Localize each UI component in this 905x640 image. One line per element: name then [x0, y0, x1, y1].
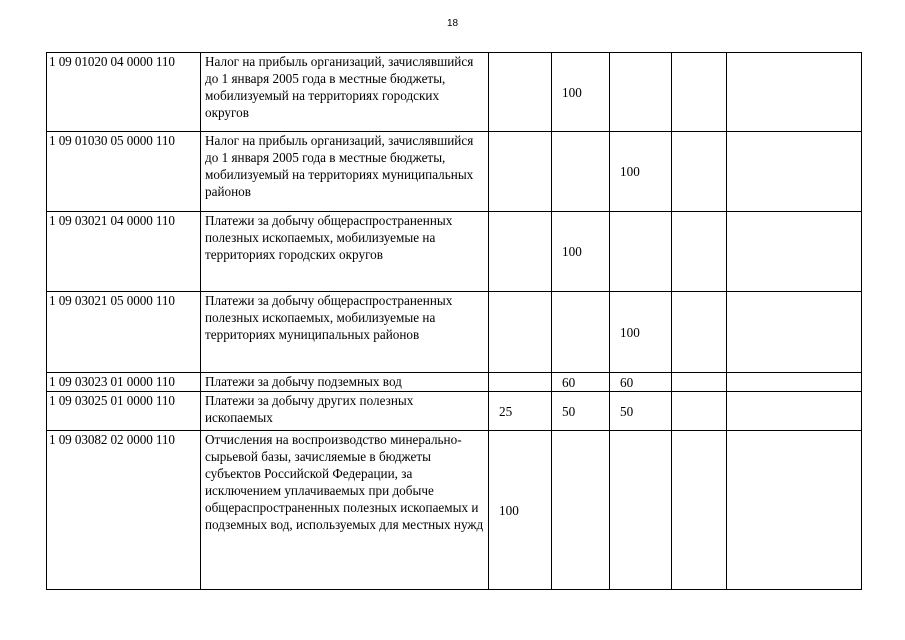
value-cell-4: [672, 373, 727, 392]
value-cell-2: [552, 292, 610, 373]
value-cell-2: 100: [552, 53, 610, 132]
value-cell-1: [489, 132, 552, 212]
value-cell-4: [672, 431, 727, 590]
value-cell-3: [610, 431, 672, 590]
value-cell-1: [489, 212, 552, 292]
value-cell-1: 25: [489, 392, 552, 431]
value-cell-4: [672, 292, 727, 373]
value-cell-4: [672, 53, 727, 132]
revenue-name-cell: Платежи за добычу общераспространенных полезных ископаемых, мобилизуемые на территориях городских округов: [201, 212, 489, 292]
value-cell-5: [727, 431, 862, 590]
value-cell-5: [727, 373, 862, 392]
value-cell-5: [727, 53, 862, 132]
value-cell-5: [727, 212, 862, 292]
budget-code-cell: 1 09 03021 05 0000 110: [47, 292, 201, 373]
table-row: [47, 392, 862, 431]
revenue-name-cell: Налог на прибыль организаций, зачислявшийся до 1 января 2005 года в местные бюджеты, мобилизуемый на территориях муниципальных районов: [201, 132, 489, 212]
revenue-name-cell: Налог на прибыль организаций, зачислявшийся до 1 января 2005 года в местные бюджеты, мобилизуемый на территориях городских округов: [201, 53, 489, 132]
budget-code-cell: 1 09 01030 05 0000 110: [47, 132, 201, 212]
table-row: [47, 212, 862, 292]
value-cell-5: [727, 392, 862, 431]
value-cell-5: [727, 292, 862, 373]
table-row: [47, 373, 862, 392]
budget-code-cell: 1 09 03021 04 0000 110: [47, 212, 201, 292]
table-row: [47, 53, 862, 132]
value-cell-2: 60: [552, 373, 610, 392]
value-cell-3: 100: [610, 292, 672, 373]
revenue-name-cell: Платежи за добычу подземных вод: [201, 373, 489, 392]
value-cell-1: [489, 53, 552, 132]
table-row: [47, 132, 862, 212]
revenue-name-cell: Платежи за добычу общераспространенных полезных ископаемых, мобилизуемые на территориях муниципальных районов: [201, 292, 489, 373]
value-cell-1: [489, 292, 552, 373]
value-cell-3: 50: [610, 392, 672, 431]
value-cell-1: 100: [489, 431, 552, 590]
revenue-name-cell: Платежи за добычу других полезных ископаемых: [201, 392, 489, 431]
value-cell-3: 100: [610, 132, 672, 212]
budget-code-cell: 1 09 01020 04 0000 110: [47, 53, 201, 132]
table-row: [47, 431, 862, 590]
page-number: 18: [446, 18, 459, 29]
revenue-name-cell: Отчисления на воспроизводство минерально-сырьевой базы, зачисляемые в бюджеты субъектов Российской Федерации, за исключением уплачиваемых при добыче общераспространенных полезных ископаемых и подземных вод, используемых для местных нужд: [201, 431, 489, 590]
value-cell-1: [489, 373, 552, 392]
value-cell-2: 100: [552, 212, 610, 292]
value-cell-3: [610, 212, 672, 292]
table-row: [47, 292, 862, 373]
value-cell-4: [672, 132, 727, 212]
value-cell-5: [727, 132, 862, 212]
budget-code-cell: 1 09 03025 01 0000 110: [47, 392, 201, 431]
value-cell-2: [552, 431, 610, 590]
budget-code-cell: 1 09 03023 01 0000 110: [47, 373, 201, 392]
value-cell-3: [610, 53, 672, 132]
value-cell-4: [672, 392, 727, 431]
value-cell-4: [672, 212, 727, 292]
value-cell-2: [552, 132, 610, 212]
value-cell-2: 50: [552, 392, 610, 431]
value-cell-3: 60: [610, 373, 672, 392]
budget-code-cell: 1 09 03082 02 0000 110: [47, 431, 201, 590]
revenue-distribution-table: [46, 52, 862, 590]
